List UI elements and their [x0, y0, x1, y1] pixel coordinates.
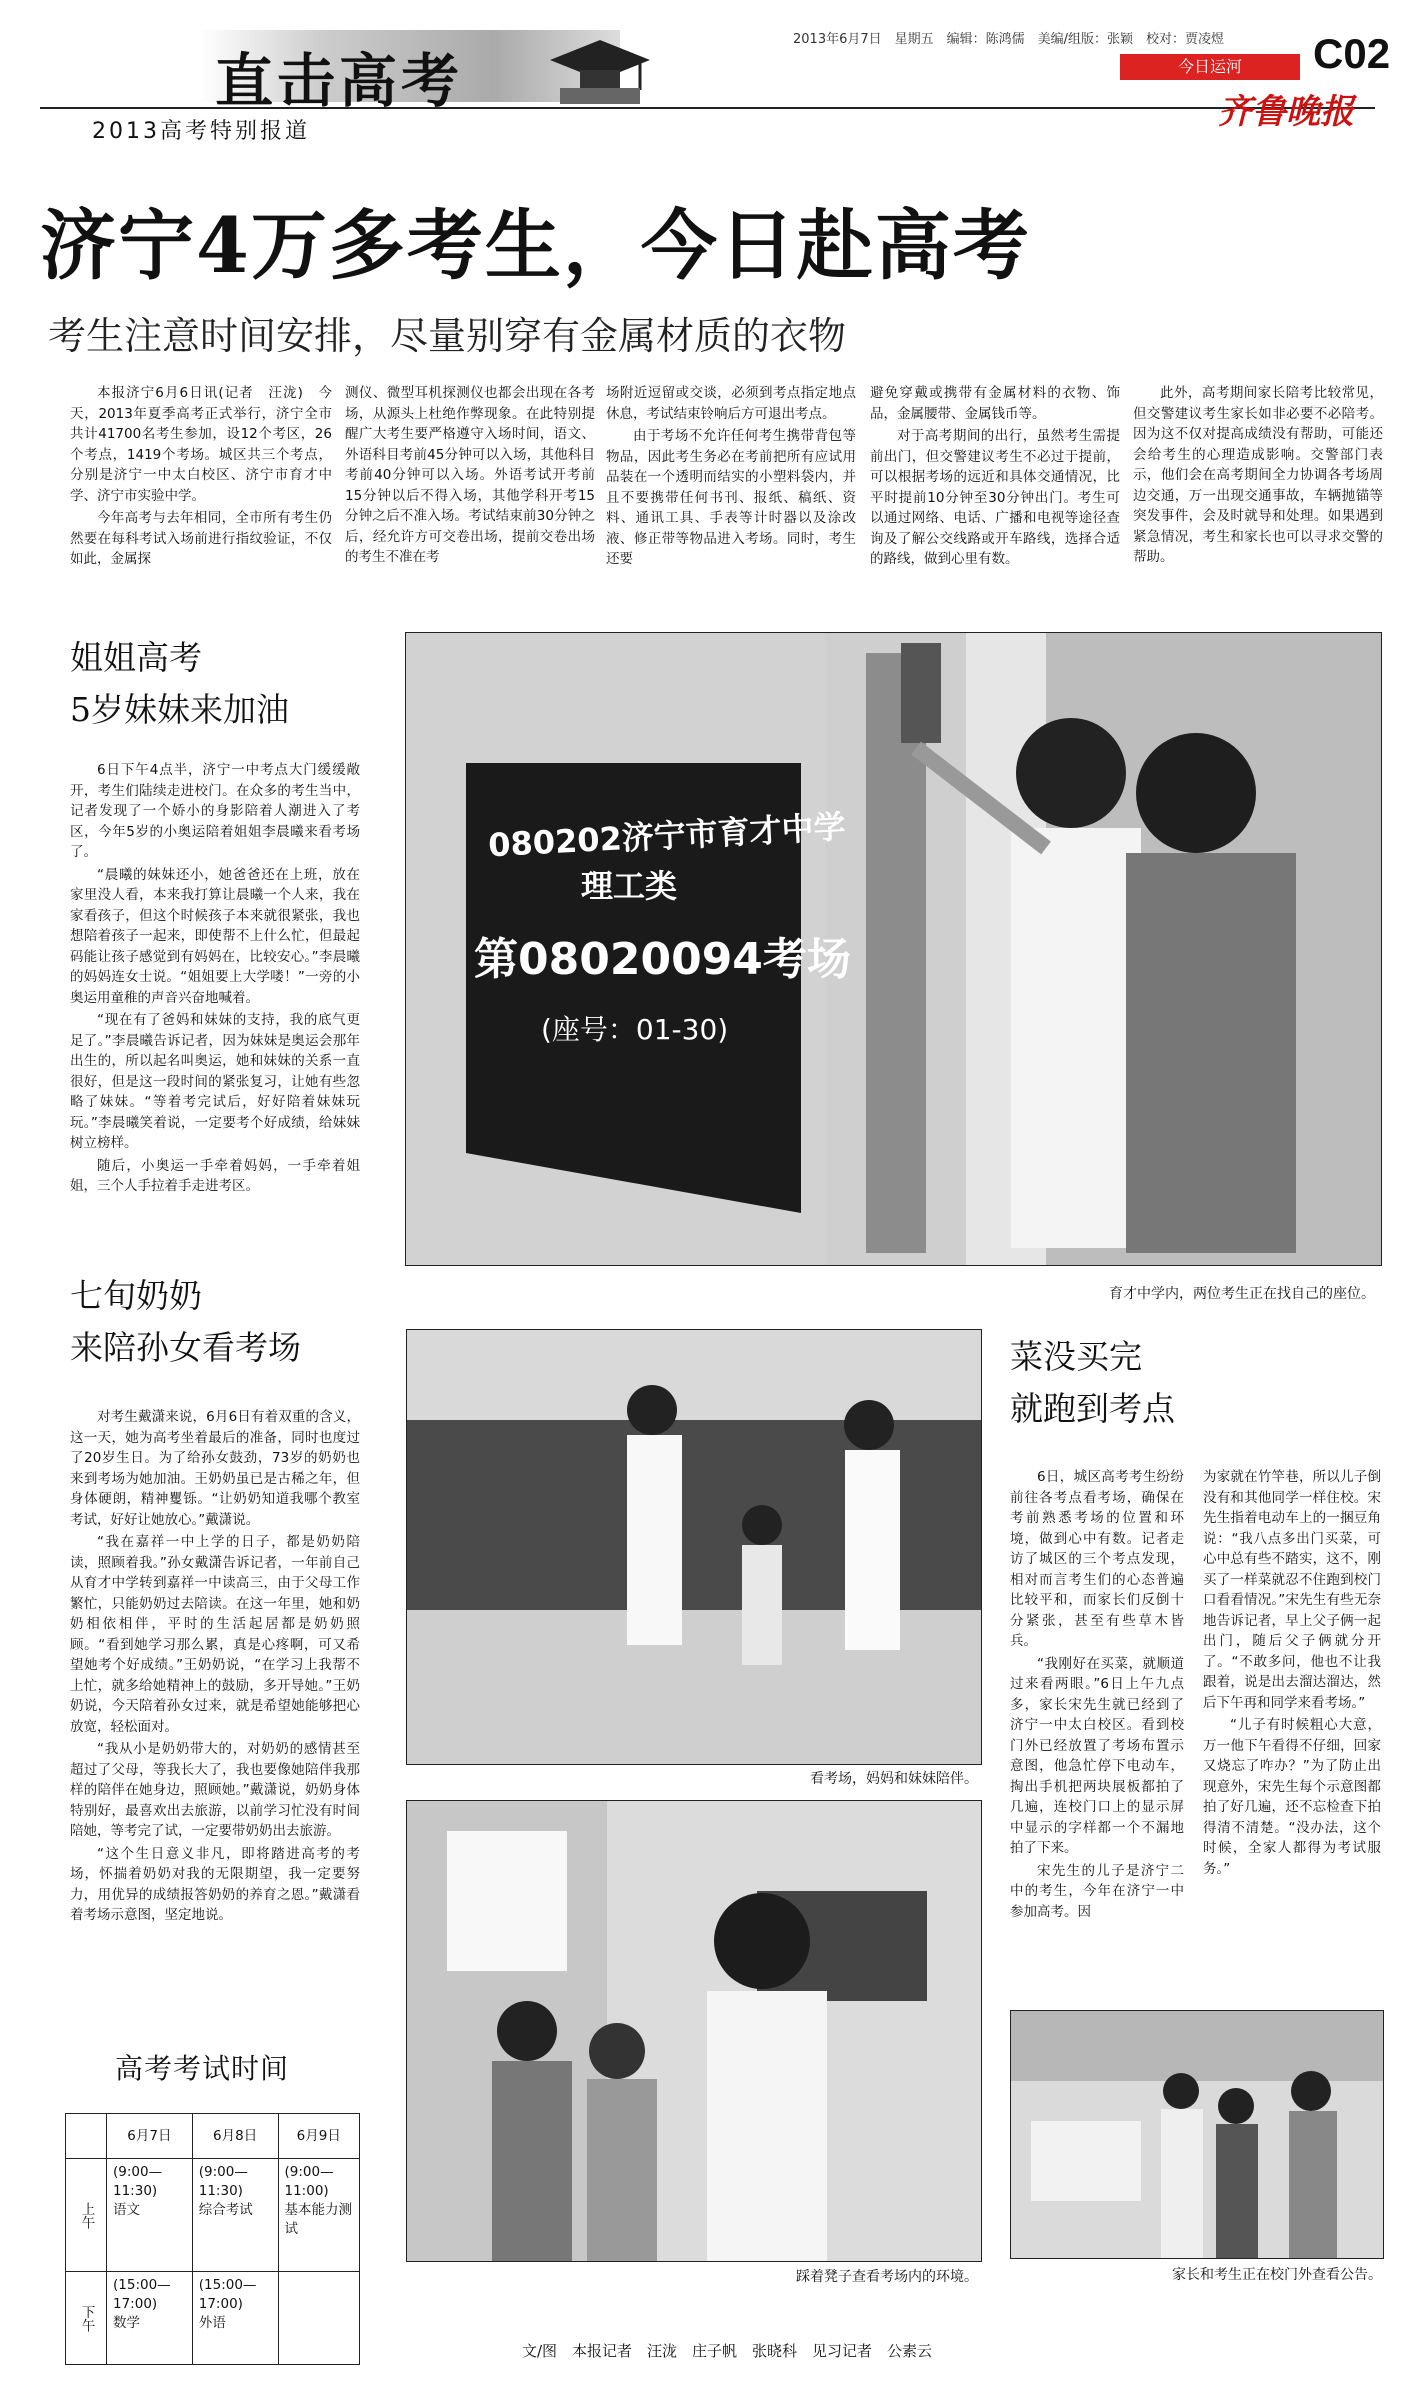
story2-paragraph: 对考生戴潇来说，6月6日有着双重的含义，这一天，她为高考坐着最后的准备，同时也度过了20岁生日。为了给孙女鼓劲，73岁的奶奶也来到考场为她加油。王奶奶虽已是古稀之年，但身体硬朗，精神矍铄。“让奶奶知道我哪个教室考试，好好让她放心。”戴潇说。: [70, 1409, 360, 1528]
graduation-cap-icon: [540, 30, 660, 110]
lead-column-1: [70, 383, 332, 572]
story1-title-line1: 姐姐高考: [70, 638, 202, 677]
date-editor-line: 2013年6月7日 星期五 编辑：陈鸿儒 美编/组版：张颖 校对：贾凌煜: [793, 32, 1225, 47]
lead-paragraph: 今年高考与去年相同，全市所有考生仍然要在每科考试入场前进行指纹验证，不仅如此，金属探: [70, 510, 332, 567]
story2-paragraph: “这个生日意义非凡，即将踏进高考的考场，怀揣着奶奶对我的无限期望，我一定要努力，用优异的成绩报答奶奶的养育之恩。”戴潇看着考场示意图，坚定地说。: [70, 1845, 360, 1923]
masthead: [0, 0, 1417, 144]
exam-subject: 数学: [113, 2315, 140, 2331]
photo3-caption: 踩着凳子查看考场内的环境。: [796, 2269, 978, 2285]
story3-paragraph: 为家就在竹竿巷，所以儿子倒没有和其他同学一样住校。宋先生指着电动车上的一捆豆角说：“我八点多出门买菜，可心中总有些不踏实，这不，刚买了一样菜就忍不住跑到校门口看看情况。”宋先生有些无奈地告诉记者，早上父子俩一起出门，随后父子俩就分开了。“不敢多问，他也不让我跟着，说是出去溜达溜达，然后下午再和同学来看考场。”: [1203, 1469, 1381, 1711]
sign-category: 理工类: [581, 867, 678, 905]
exam-time: (9:00—11:00): [284, 2164, 334, 2199]
story1-paragraph: “现在有了爸妈和妹妹的支持，我的底气更足了。”李晨曦告诉记者，因为妹妹是奥运会那年出生的，所以起名叫奥运，她和妹妹的关系一直很好，但是这一段时间的紧张复习，让她有些忽略了妹妹。“等着考完试后，好好陪着妹妹玩玩。”李晨曦笑着说，一定要考个好成绩，给妹妹树立榜样。: [70, 1012, 360, 1151]
table-row: [66, 2159, 360, 2272]
table-header-date: 6月9日: [278, 2114, 360, 2159]
table-header-date: 6月8日: [192, 2114, 278, 2159]
story2-title: [70, 1270, 390, 1374]
lead-column-4: [870, 383, 1120, 572]
sign-school-name: 080202济宁市育才中学: [487, 807, 847, 865]
exam-subject: 综合考试: [198, 2202, 253, 2218]
photo2-scene: [407, 1330, 981, 1764]
table-row: [66, 2272, 360, 2365]
sign-room-number: 第08020094考场: [474, 934, 851, 985]
story3-column-1: [1010, 1467, 1184, 1924]
page-subheadline: 考生注意时间安排，尽量别穿有金属材质的衣物: [48, 314, 847, 358]
special-report-label: 2013高考特别报道: [92, 119, 310, 144]
exam-subject: 语文: [113, 2202, 140, 2218]
photo-exam-room-sign: [405, 632, 1382, 1266]
exam-subject: 基本能力测试: [284, 2202, 352, 2237]
story3-title-line1: 菜没买完: [1010, 1337, 1142, 1376]
story3-paragraph: “我刚好在买菜，就顺道过来看两眼。”6日上午九点多，家长宋先生就已经到了济宁一中太白校区。看到校门外已经放置了考场布置示意图，他急忙停下电动车，掏出手机把两块展板都拍了几遍，连校门口上的显示屏中显示的字样都一个不漏地拍了下来。: [1010, 1655, 1184, 1856]
exam-subject: 外语: [198, 2315, 226, 2331]
column-name: 直击高考: [215, 47, 464, 115]
table-header-date: 6月7日: [107, 2114, 193, 2159]
lead-paragraph: 此外，高考期间家长陪考比较常见，但交警建议考生家长如非必要不必陪考。因为这不仅对提高成绩没有帮助，可能还会给考生的心理造成影响。交警部门表示，他们会在高考期间全力协调各考场周边交通，万一出现交通事故，车辆抛锚等突发事件，会及时就导和处理。如果遇到紧急情况，考生和家长也可以寻求交警的帮助。: [1133, 385, 1383, 565]
story1-title: [70, 632, 390, 736]
lead-column-2: [345, 383, 595, 570]
story3-title: [1010, 1331, 1330, 1435]
photo3-scene: [407, 1801, 981, 2261]
table-cell: [192, 2159, 278, 2272]
table-cell: [107, 2272, 193, 2365]
page-number: C02: [1313, 30, 1391, 77]
table-row: [66, 2114, 360, 2159]
story2-title-line1: 七旬奶奶: [70, 1276, 202, 1315]
story2-paragraph: “我从小是奶奶带大的，对奶奶的感情甚至超过了父母，等我长大了，我也要像她陪伴我那样的陪伴在她身边，照顾她。”戴潇说，奶奶身体特别好，最喜欢出去旅游，以前学习忙没有时间陪她，等考完了试，一定要带奶奶出去旅游。: [70, 1741, 360, 1839]
table-cell: [107, 2159, 193, 2272]
sign-seat-range: (座号：01-30): [541, 1013, 729, 1046]
lead-paragraph: 对于高考期间的出行，虽然考生需提前出门，但交警建议考生不必过于提前，可以根据考场的远近和具体交通情况，比平时提前10分钟至30分钟出门。考生可以通过网络、电话、广播和电视等途径查询及了解公交线路或开车路线，选择合适的路线，做到心里有数。: [870, 428, 1120, 567]
lead-paragraph: 测仪、微型耳机探测仪也都会出现在各考场，从源头上杜绝作弊现象。在此特别提醒广大考生要严格遵守入场时间，语文、外语科目考前45分钟可以入场，其他科目考前40分钟可以入场。外语考试开考前15分钟以后不得入场，其他学科开考15分钟之后不准入场。考试结束前30分钟之后，经允许方可交卷出场，提前交卷出场的考生不准在考: [345, 385, 595, 565]
exam-time: (15:00—17:00): [113, 2277, 171, 2312]
exam-time: (15:00—17:00): [198, 2277, 257, 2312]
brand-logo: 齐鲁晚报: [1218, 92, 1354, 132]
story2-paragraph: “我在嘉祥一中上学的日子，都是奶奶陪读，照顾着我。”孙女戴潇告诉记者，一年前自己从育才中学转到嘉祥一中读高三，由于父母工作繁忙，只能奶奶过去陪读。在这一年里，她和奶奶相依相伴，平时的生活起居都是奶奶照顾。“看到她学习那么累，真是心疼啊，可又希望她考个好成绩。”王奶奶说，“在学习上我帮不上忙，就多给她精神上的鼓励，多开导她。”王奶奶说，今天陪着孙女过来，就是希望她能够把心放宽，轻松面对。: [70, 1534, 360, 1735]
exam-time: (9:00—11:30): [198, 2164, 248, 2199]
lead-paragraph: 由于考场不允许任何考生携带背包等物品，因此考生务必在考前把所有应试用品装在一个透明而结实的小塑料袋内，并且不要携带任何书刊、报纸、稿纸、资料、通讯工具、手表等计时器以及涂改液、修正带等物品进入考场。同时，考生还要: [606, 428, 856, 567]
page-headline: 济宁4万多考生，今日赴高考: [40, 201, 1031, 290]
table-cell: [278, 2159, 360, 2272]
story1-body: [70, 760, 360, 1199]
story3-title-line2: 就跑到考点: [1010, 1389, 1175, 1428]
lead-paragraph: 本报济宁6月6日讯(记者 汪泷) 今天，2013年夏季高考正式举行，济宁全市共计41700名考生参加，设12个考区，26个考点，1419个考场。城区共三个考点，分别是济宁一中太白校区、济宁市育才中学、济宁市实验中学。: [70, 385, 332, 504]
photo1-caption: 育才中学内，两位考生正在找自己的座位。: [1109, 1286, 1375, 1302]
lead-column-3: [606, 383, 856, 572]
photo4-scene: [1011, 2011, 1383, 2258]
story1-paragraph: “晨曦的妹妹还小，她爸爸还在上班，放在家里没人看，本来我打算让晨曦一个人来，我在家看孩子，但这个时候孩子本来就很紧张，我也想陪着孩子一起来，即使帮不上什么忙，但最起码能让孩子感觉到有妈妈在，比较安心。”李晨曦的妈妈连女士说。“姐姐要上大学喽！”一旁的小奥运用童稚的声音兴奋地喊着。: [70, 866, 360, 1006]
photo-family-visit: [406, 1329, 982, 1765]
exam-time: (9:00—11:30): [113, 2164, 163, 2199]
story1-paragraph: 6日下午4点半，济宁一中考点大门缓缓敞开，考生们陆续走进校门。在众多的考生当中，记者发现了一个娇小的身影陪着人潮进入了考区，今年5岁的小奥运陪着姐姐李晨曦来看考场了。: [70, 762, 360, 860]
story3-column-2: [1203, 1467, 1381, 1881]
lead-paragraph: 避免穿戴或携带有金属材料的衣物、饰品，金属腰带、金属钱币等。: [870, 385, 1120, 422]
story2-title-line2: 来陪孙女看考场: [70, 1328, 301, 1367]
section-tab: 今日运河: [1120, 54, 1300, 80]
photo2-caption: 看考场，妈妈和妹妹陪伴。: [810, 1771, 978, 1787]
story1-title-line2: 5岁妹妹来加油: [70, 690, 289, 729]
lead-paragraph: 场附近逗留或交谈，必须到考点指定地点休息，考试结束铃响后方可退出考点。: [606, 385, 856, 422]
table-corner: [66, 2114, 107, 2159]
photo-parents-at-gate: [1010, 2010, 1384, 2259]
row-label-am: 上午: [66, 2159, 107, 2272]
photo-standing-on-stool: [406, 1800, 982, 2262]
story3-paragraph: “儿子有时候粗心大意，万一他下午看得不仔细，回家又烧忘了咋办？”为了防止出现意外，宋先生每个示意图都拍了好几遍，还不忘检查下拍得清不清楚。“没办法，这个时候，全家人都得为考试服务。”: [1203, 1717, 1381, 1877]
row-label-pm: 下午: [66, 2272, 107, 2365]
photo4-caption: 家长和考生正在校门外查看公告。: [1172, 2267, 1382, 2283]
exam-schedule-table: [65, 2113, 360, 2365]
byline: 文/图 本报记者 汪泷 庄子帆 张晓科 见习记者 公素云: [522, 2342, 933, 2360]
story1-paragraph: 随后，小奥运一手牵着妈妈，一手牵着姐姐，三个人手拉着手走进考区。: [70, 1157, 360, 1194]
story3-paragraph: 宋先生的儿子是济宁二中的考生，今年在济宁一中参加高考。因: [1010, 1862, 1184, 1920]
table-cell: [192, 2272, 278, 2365]
lead-column-5: [1133, 383, 1383, 570]
exam-table-title: 高考考试时间: [115, 2052, 290, 2085]
story3-paragraph: 6日，城区高考考生纷纷前往各考点看考场，确保在考前熟悉考场的位置和环境，做到心中有数。记者走访了城区的三个考点发现，相对而言考生们的心态普遍比较平和，而家长们反倒十分紧张，甚至有些草木皆兵。: [1010, 1469, 1184, 1649]
header-rule: [40, 107, 1375, 109]
story2-body: [70, 1407, 360, 1928]
table-cell: [278, 2272, 360, 2365]
